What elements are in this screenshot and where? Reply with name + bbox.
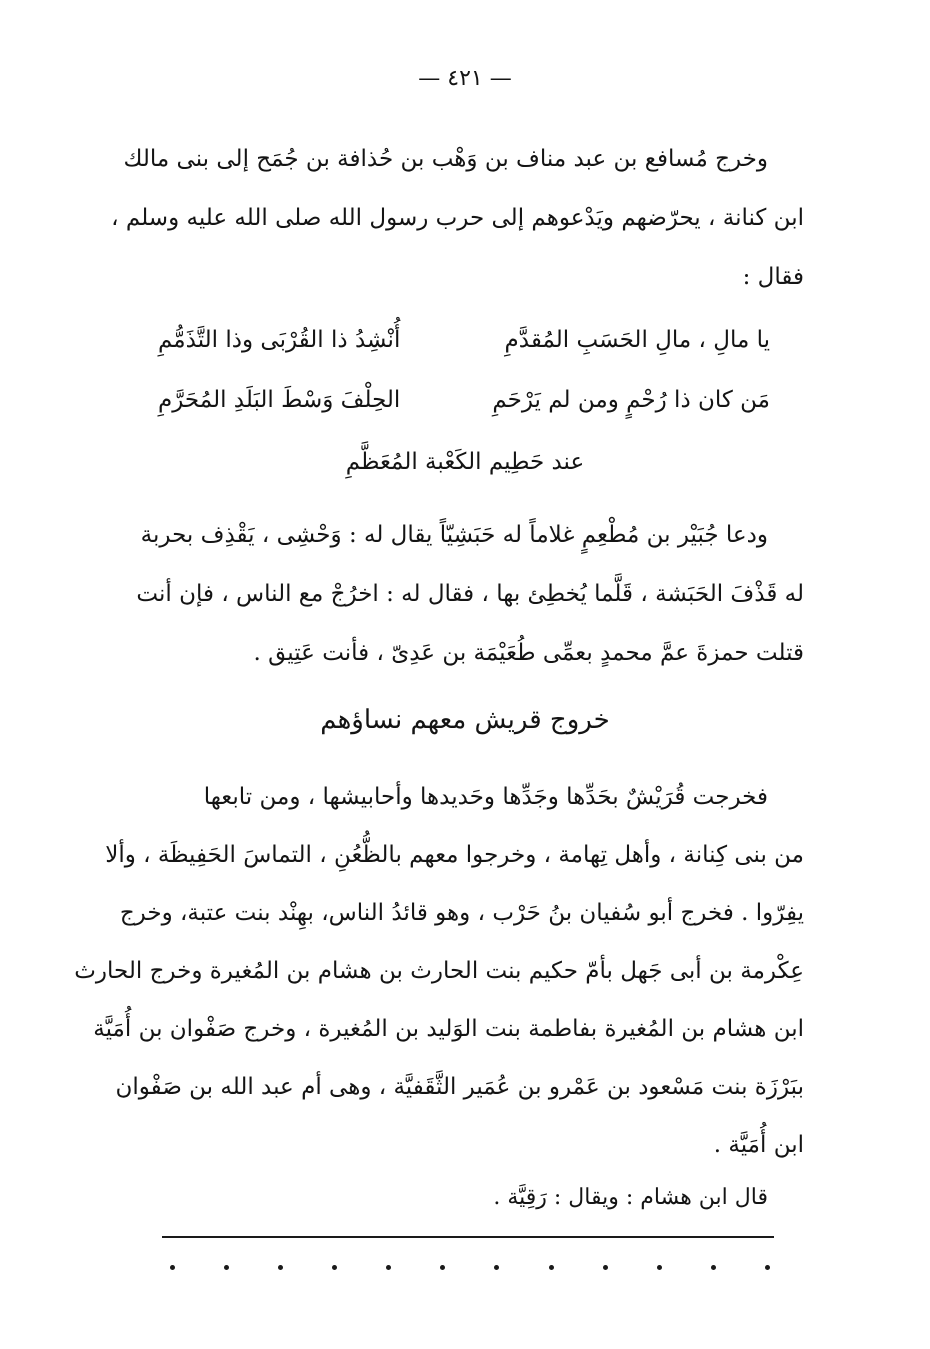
ornament-dot: [386, 1265, 391, 1270]
ornament-dot: [711, 1265, 716, 1270]
paragraph-musafi: [111, 130, 804, 307]
verse-first-hemistich: يا مالِ ، مالِ الحَسَبِ المُقدَّمِ: [504, 327, 770, 353]
ornament-dot: [603, 1265, 608, 1270]
page-number: — ٤٢١ —: [418, 66, 512, 91]
poem-verse: [158, 370, 770, 430]
verse-second-hemistich: أُنْشِدُ ذا القُرْبَى وذا التَّذَمُّمِ: [158, 327, 401, 353]
ornament-dot: [549, 1265, 554, 1270]
paragraph-jubayr: [136, 506, 804, 683]
verse-first-hemistich: مَن كان ذا رُحْمٍ ومن لم يَرْحَمِ: [492, 387, 770, 413]
paragraph-line: قتلت حمزةَ عمَّ محمدٍ بعمِّى طُعَيْمَة بن عَدِىّ ، فأنت عَتِيق .: [253, 640, 804, 666]
poem-closing-line: عند حَطِيم الكَعْبة المُعَظَّمِ: [345, 449, 585, 475]
ornament-dot: [170, 1265, 175, 1270]
verse-second-hemistich: الحِلْفَ وَسْطَ البَلَدِ المُحَرَّمِ: [158, 387, 401, 413]
footnote: قال ابن هشام : ويقال : رَقِيَّة .: [493, 1185, 768, 1210]
paragraph-line: ببَرْزَة بنت مَسْعود بن عَمْرو بن عُمَير الثَّقَفيَّة ، وهى أم عبد الله بن صَفْوان: [115, 1074, 804, 1100]
footnote-divider: [162, 1236, 774, 1238]
paragraph-line: له قَذْفَ الحَبَشة ، قَلَّما يُخطِئ بها ، فقال له : اخرُجْ مع الناس ، فإن أنت: [136, 581, 804, 607]
ornament-dot: [657, 1265, 662, 1270]
ornament-dot: [224, 1265, 229, 1270]
poem-verse: [158, 310, 770, 370]
paragraph-line: ابن أُمَيَّة .: [713, 1132, 804, 1158]
ornament-dot: [494, 1265, 499, 1270]
ornament-dot: [440, 1265, 445, 1270]
paragraph-line: ودعا جُبَيْر بن مُطْعِمٍ غلاماً له حَبَشِيّاً يقال له : وَحْشِى ، يَقْذِف بحربة: [140, 522, 768, 548]
ornament-dot: [278, 1265, 283, 1270]
paragraph-line: فقال :: [742, 264, 804, 290]
ornament-dot: [765, 1265, 770, 1270]
section-heading: خروج قريش معهم نساؤهم: [320, 705, 610, 735]
paragraph-line: فخرجت قُرَيْشٌ بحَدِّها وجَدِّها وحَديدها وأحابيشها ، ومن تابعها: [203, 784, 768, 810]
ornament-dot: [332, 1265, 337, 1270]
paragraph-line: ابن هشام بن المُغيرة بفاطمة بنت الوَليد بن المُغيرة ، وخرج صَفْوان بن أُمَيَّة: [93, 1016, 804, 1042]
paragraph-line: من بنى كِنانة ، وأهل تِهامة ، وخرجوا معهم بالظُّعُنِ ، التماسَ الحَفِيظَة ، وألا: [105, 842, 804, 868]
paragraph-quraysh-departure: [74, 768, 804, 1174]
paragraph-line: يفِرّوا . فخرج أبو سُفيان بنُ حَرْب ، وهو قائدُ الناس، بهِنْد بنت عتبة، وخرج: [119, 900, 804, 926]
paragraph-line: عِكْرمة بن أبى جَهل بأمّ حكيم بنت الحارث بن هشام بن المُغيرة وخرج الحارث: [74, 958, 804, 984]
paragraph-line: وخرج مُسافع بن عبد مناف بن وَهْب بن حُذافة بن جُمَح إلى بنى مالك: [123, 146, 768, 172]
ornamental-dot-row: [170, 1262, 770, 1272]
paragraph-line: ابن كنانة ، يحرّضهم ويَدْعوهم إلى حرب رسول الله صلى الله عليه وسلم ،: [111, 205, 804, 231]
